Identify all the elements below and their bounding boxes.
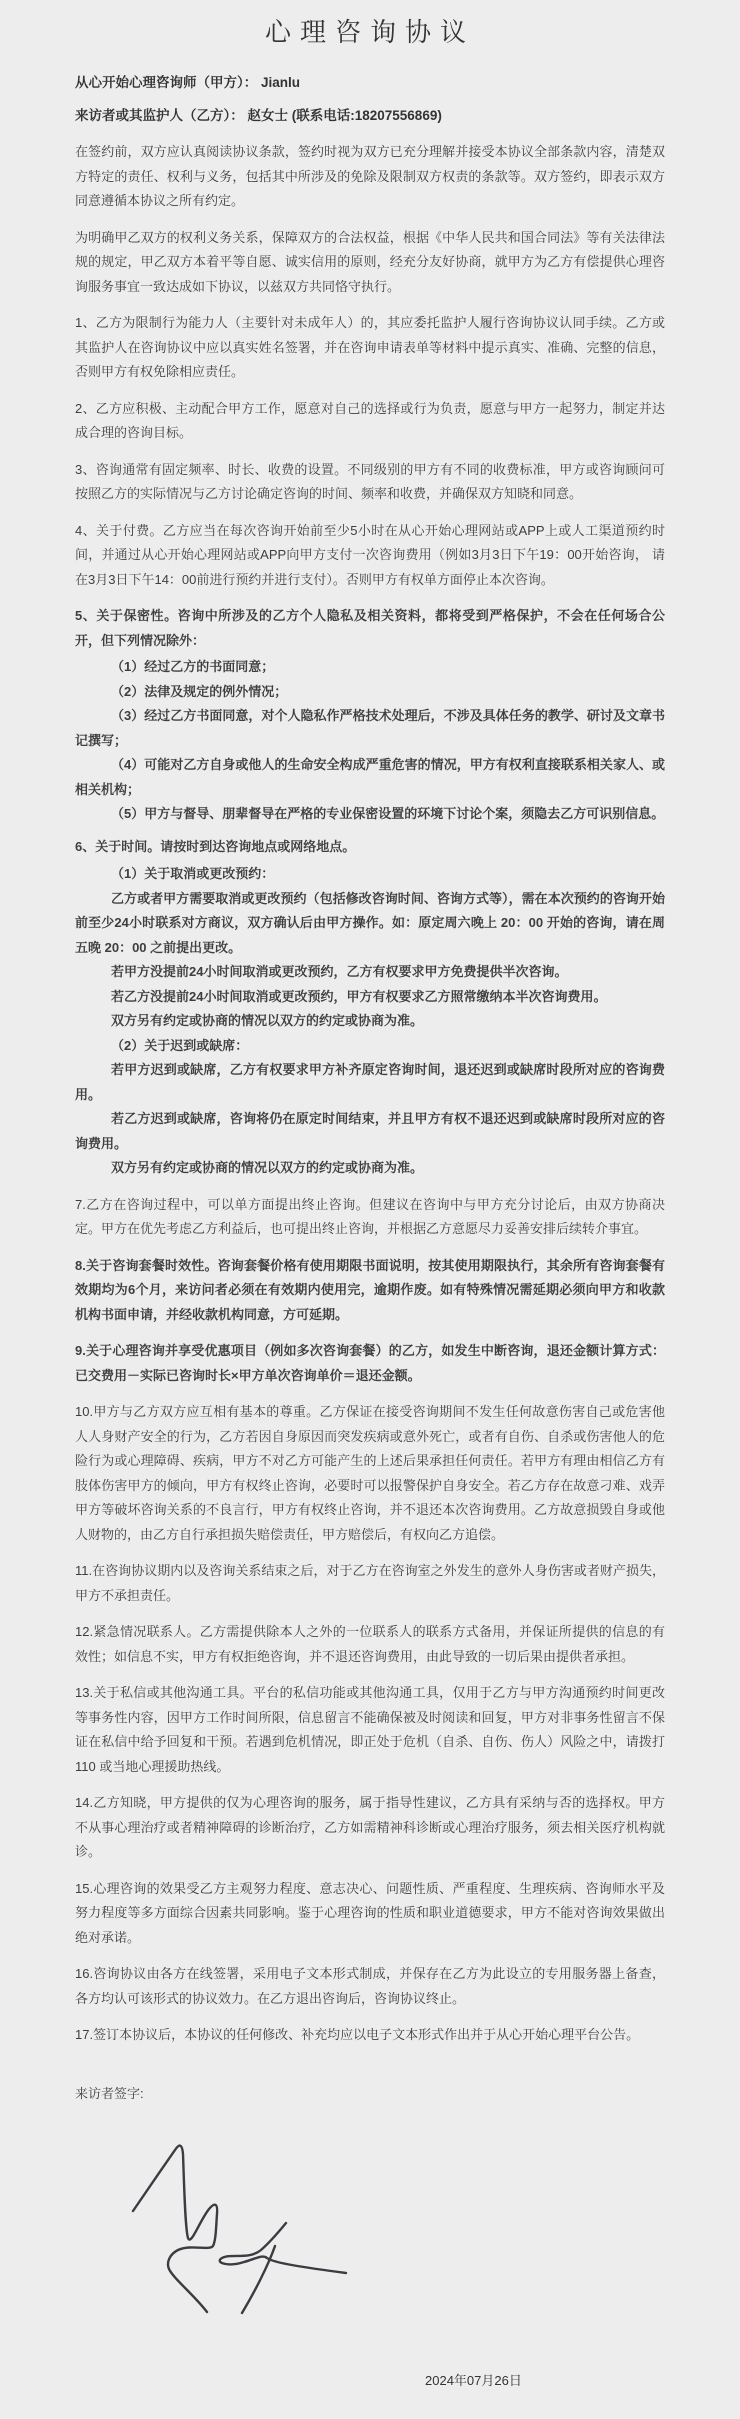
clause-paragraph-14: （1）关于取消或更改预约： bbox=[111, 866, 275, 881]
clause-paragraph-26: 10.甲方与乙方双方应互相有基本的尊重。乙方保证在接受咨询期间不发生任何故意伤害自己或危害他人人身财产安全的行为，乙方若因自身原因而突发疾病或意外死亡，或者有自伤、自杀或伤害他人的危险行为或心理障碍、疾病，甲方不对乙方可能产生的上述后果承担任何责任。若甲方有理由相信乙方有肢体伤害甲方的倾向，甲方有权终止咨询，必要时可以报警保护自身安全。若乙方存在故意刁难、戏弄甲方等破坏咨询关系的不良言行，甲方有权终止咨询，并不退还本次咨询费用。乙方故意损毁自身或他人财物的，由乙方自行承担损失赔偿责任，甲方赔偿后，有权向乙方追偿。 bbox=[75, 1404, 665, 1542]
clause-paragraph-32: 16.咨询协议由各方在线签署，采用电子文本形式制成，并保存在乙方为此设立的专用服务器上备查，各方均认可该形式的协议效力。在乙方退出咨询后，咨询协议终止。 bbox=[75, 1966, 665, 2006]
party-b-line: 来访者或其监护人（乙方）： 赵女士 (联系电话:18207556869) bbox=[75, 108, 442, 123]
clause-paragraph-20: 若甲方迟到或缺席，乙方有权要求甲方补齐原定咨询时间，退还迟到或缺席时段所对应的咨询费用。 bbox=[75, 1062, 665, 1102]
clause-paragraph-12: （5）甲方与督导、朋辈督导在严格的专业保密设置的环境下讨论个案，须隐去乙方可识别信息。 bbox=[111, 806, 665, 821]
clause-paragraph-7: 5、关于保密性。咨询中所涉及的乙方个人隐私及相关资料，都将受到严格保护，不会在任何场合公开，但下列情况除外： bbox=[75, 608, 665, 648]
clause-paragraph-5: 3、咨询通常有固定频率、时长、收费的设置。不同级别的甲方有不同的收费标准，甲方或咨询顾问可按照乙方的实际情况与乙方讨论确定咨询的时间、频率和收费，并确保双方知晓和同意。 bbox=[75, 461, 665, 501]
clause-paragraph-4: 2、乙方应积极、主动配合甲方工作，愿意对自己的选择或行为负责，愿意与甲方一起努力，制定并达成合理的咨询目标。 bbox=[75, 400, 665, 440]
clause-paragraph-23: 7.乙方在咨询过程中，可以单方面提出终止咨询。但建议在咨询中与甲方充分讨论后，由双方协商决定。甲方在优先考虑乙方利益后，也可提出终止咨询，并根据乙方意愿尽力妥善安排后续转介事宜。 bbox=[75, 1196, 665, 1236]
clause-paragraph-22: 双方另有约定或协商的情况以双方的约定或协商为准。 bbox=[111, 1160, 424, 1175]
clause-paragraph-2: 为明确甲乙双方的权利义务关系，保障双方的合法权益，根据《中华人民共和国合同法》等有关法律法规的规定，甲乙双方本着平等自愿、诚实信用的原则，经充分友好协商，就甲方为乙方有偿提供心理咨询服务事宜一致达成如下协议，以兹双方共同恪守执行。 bbox=[75, 229, 665, 294]
clause-paragraph-27: 11.在咨询协议期内以及咨询关系结束之后，对于乙方在咨询室之外发生的意外人身伤害或者财产损失，甲方不承担责任。 bbox=[75, 1563, 665, 1603]
clause-paragraph-15: 乙方或者甲方需要取消或更改预约（包括修改咨询时间、咨询方式等），需在本次预约的咨询开始前至少24小时联系对方商议，双方确认后由甲方操作。如：原定周六晚上 20：00 开始的咨询，请在周五晚 20：00 之前提出更改。 bbox=[75, 890, 665, 955]
clause-paragraph-6: 4、关于付费。乙方应当在每次咨询开始前至少5小时在从心开始心理网站或APP上或人工渠道预约时间，并通过从心开始心理网站或APP向甲方支付一次咨询费用（例如3月3日下午19：00开始咨询， 请在3月3日下午14：00前进行预约并进行支付）。否则甲方有权单方面停止本次咨询。 bbox=[75, 522, 665, 587]
signature-date: 2024年07月26日 bbox=[425, 2372, 522, 2388]
clause-paragraph-24: 8.关于咨询套餐时效性。咨询套餐价格有使用期限书面说明，按其使用期限执行，其余所有咨询套餐有效期均为6个月，来访问者必须在有效期内使用完，逾期作废。如有特殊情况需延期必须向甲方和收款机构书面申请，并经收款机构同意，方可延期。 bbox=[75, 1257, 665, 1322]
signer-label: 来访者签字: bbox=[75, 2085, 144, 2101]
clause-paragraph-28: 12.紧急情况联系人。乙方需提供除本人之外的一位联系人的联系方式备用，并保证所提供的信息的有效性；如信息不实，甲方有权拒绝咨询，并不退还咨询费用，由此导致的一切后果由提供者承担。 bbox=[75, 1624, 665, 1664]
clause-paragraph-17: 若乙方没提前24小时间取消或更改预约，甲方有权要求乙方照常缴纳本半次咨询费用。 bbox=[111, 988, 607, 1004]
agreement-content bbox=[75, 12, 665, 2389]
clause-paragraph-9: （2）法律及规定的例外情况； bbox=[111, 683, 288, 699]
clause-paragraph-19: （2）关于迟到或缺席： bbox=[111, 1037, 249, 1053]
clause-paragraph-16: 若甲方没提前24小时间取消或更改预约，乙方有权要求甲方免费提供半次咨询。 bbox=[111, 964, 568, 979]
clause-paragraph-11: （4）可能对乙方自身或他人的生命安全构成严重危害的情况，甲方有权利直接联系相关家人、或相关机构； bbox=[75, 757, 665, 797]
clause-paragraph-10: （3）经过乙方书面同意，对个人隐私作严格技术处理后，不涉及具体任务的教学、研讨及文章书记撰写； bbox=[75, 708, 665, 748]
party-a-line: 从心开始心理咨询师（甲方）： Jianlu bbox=[75, 75, 301, 90]
clause-paragraph-3: 1、乙方为限制行为能力人（主要针对未成年人）的，其应委托监护人履行咨询协议认同手续。乙方或其监护人在咨询协议中应以真实姓名签署，并在咨询申请表单等材料中提示真实、准确、完整的信息，否则甲方有权免除相应责任。 bbox=[75, 315, 665, 379]
clause-paragraph-31: 15.心理咨询的效果受乙方主观努力程度、意志决心、问题性质、严重程度、生理疾病、咨询师水平及努力程度等多方面综合因素共同影响。鉴于心理咨询的性质和职业道德要求，甲方不能对咨询效果做出绝对承诺。 bbox=[75, 1880, 665, 1945]
clause-paragraph-8: （1）经过乙方的书面同意； bbox=[111, 659, 275, 674]
signature-area bbox=[103, 2110, 389, 2332]
clause-paragraph-21: 若乙方迟到或缺席，咨询将仍在原定时间结束，并且甲方有权不退还迟到或缺席时段所对应的咨询费用。 bbox=[75, 1111, 665, 1151]
clause-paragraph-30: 14.乙方知晓，甲方提供的仅为心理咨询的服务，属于指导性建议，乙方具有采纳与否的选择权。甲方不从事心理治疗或者精神障碍的诊断治疗，乙方如需精神科诊断或心理治疗服务，须去相关医疗机构就诊。 bbox=[75, 1795, 665, 1859]
page-title: 心理咨询协议 bbox=[264, 17, 475, 47]
clause-paragraph-18: 双方另有约定或协商的情况以双方的约定或协商为准。 bbox=[111, 1013, 424, 1028]
clause-paragraph-33: 17.签订本协议后，本协议的任何修改、补充均应以电子文本形式作出并于从心开始心理平台公告。 bbox=[75, 2027, 640, 2042]
clause-paragraph-25: 9.关于心理咨询并享受优惠项目（例如多次咨询套餐）的乙方，如发生中断咨询，退还金额计算方式：已交费用－实际已咨询时长×甲方单次咨询单价＝退还金额。 bbox=[75, 1343, 665, 1383]
signature-scribble bbox=[103, 2110, 389, 2332]
clause-paragraph-13: 6、关于时间。请按时到达咨询地点或网络地点。 bbox=[75, 838, 356, 854]
clause-paragraph-29: 13.关于私信或其他沟通工具。平台的私信功能或其他沟通工具，仅用于乙方与甲方沟通预约时间更改等事务性内容，因甲方工作时间所限，信息留言不能确保被及时阅读和回复，甲方对非事务性留言不保证在私信中给予回复和干预。若遇到危机情况，即正处于危机（自杀、自伤、伤人）风险之中，请拨打 110 或当地心理援助热线。 bbox=[75, 1685, 665, 1774]
clauses-container bbox=[75, 140, 665, 2048]
clause-paragraph-1: 在签约前，双方应认真阅读协议条款，签约时视为双方已充分理解并接受本协议全部条款内容，清楚双方特定的责任、权利与义务，包括其中所涉及的免除及限制双方权责的条款等。双方签约，即表示双方同意遵循本协议之所有约定。 bbox=[75, 144, 665, 208]
